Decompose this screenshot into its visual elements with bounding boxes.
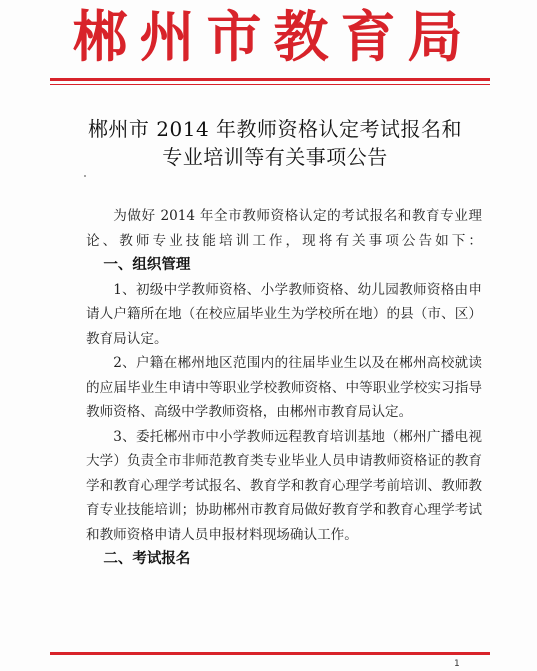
footer-rule bbox=[50, 652, 490, 655]
document-title bbox=[60, 115, 490, 171]
document-title-line-2: 专业培训等有关事项公告 bbox=[162, 145, 388, 169]
page-number: 1 bbox=[454, 659, 460, 669]
section-1-item-2: 2、户籍在郴州地区范围内的往届毕业生以及在郴州高校就读的应届毕业生申请中等职业学校教师资格、中等职业学校实习指导教师资格、高级中学教师资格，由郴州市教育局认定。 bbox=[86, 355, 482, 420]
document-title-line-1: 郴州市 2014 年教师资格认定考试报名和 bbox=[87, 117, 463, 141]
letterhead-rule-thick bbox=[50, 78, 490, 81]
document-body bbox=[86, 204, 482, 572]
section-2-heading: 二、考试报名 bbox=[103, 550, 191, 567]
section-1-item-1: 1、初级中学教师资格、小学教师资格、幼儿园教师资格由申请人户籍所在地（在校应届毕业生为学校所在地）的县（市、区）教育局认定。 bbox=[86, 281, 482, 347]
letterhead-rule-thin bbox=[50, 84, 490, 85]
section-1-heading: 一、组织管理 bbox=[103, 256, 191, 273]
scan-speck bbox=[84, 175, 86, 177]
intro-paragraph: 为做好 2014 年全市教师资格认定的考试报名和教育专业理论、教师专业技能培训工作，现将有关事项公告如下： bbox=[86, 208, 482, 249]
section-1-item-3: 3、委托郴州市中小学教师远程教育培训基地（郴州广播电视大学）负责全市非师范教育类专业毕业人员申请教师资格证的教育学和教育心理学考试报名、教育学和教育心理学考前培训、教师教育专业技能培训；协助郴州市教育局做好教育学和教育心理学考试和教师资格申请人员申报材料现场确认工作。 bbox=[86, 428, 482, 543]
letterhead-title: 郴州市教育局 bbox=[72, 4, 475, 69]
